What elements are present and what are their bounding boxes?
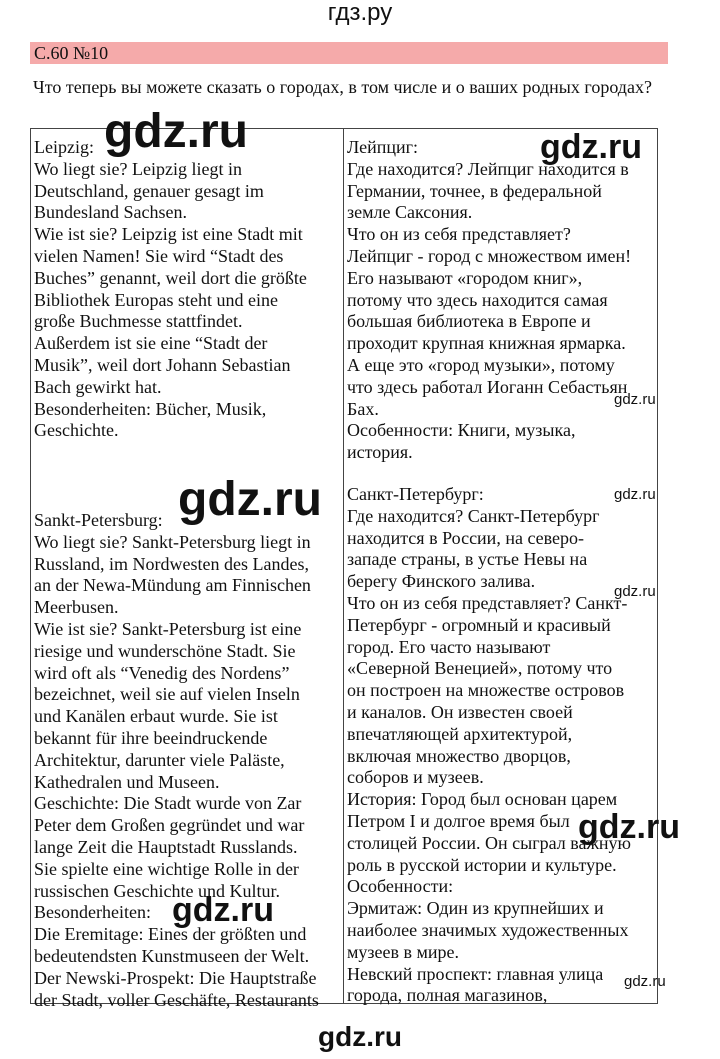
answer-table bbox=[30, 128, 658, 1010]
watermark: gdz.ru bbox=[614, 583, 656, 600]
exercise-reference: С.60 №10 bbox=[34, 43, 109, 63]
leipzig-german-text: Leipzig: Wo liegt sie? Leipzig liegt in Deutschland, genauer gesagt im Bundesland Sachsen. Wie ist sie? Leipzig ist eine Stadt mit vielen Namen! Sie wird “Stadt des Buches” genannt, weil dort die größte Bibliothek Europas steht und eine große Buchmesse stattfindet. Außerdem ist sie eine “Stadt der Musik”, weil dort Johann Sebastian Bach gewirkt hat. Besonderheiten: Bücher, Musik, Geschichte. bbox=[34, 137, 307, 441]
watermark: gdz.ru bbox=[104, 105, 248, 158]
watermark: gdz.ru bbox=[172, 891, 274, 929]
watermark: gdz.ru bbox=[178, 473, 322, 526]
exercise-banner bbox=[30, 42, 668, 64]
watermark: gdz.ru bbox=[614, 391, 656, 408]
column-divider bbox=[343, 129, 344, 1003]
site-title: гдз.ру bbox=[327, 0, 393, 26]
watermark: gdz.ru bbox=[578, 808, 680, 846]
leipzig-russian-text: Лейпциг: Где находится? Лейпциг находится в Германии, точнее, в федеральной земле Саксония. Что он из себя представляет? Лейпциг - город с множеством имен! Его называют «городом книг», потому что здесь находится самая большая библиотека в Европе и проходит крупная книжная ярмарка. А еще это «город музыки», потому что здесь работал Иоганн Себастьян Бах. Особенности: Книги, музыка, история. bbox=[347, 137, 632, 463]
footer-site: gdz.ru bbox=[318, 1021, 402, 1052]
spb-russian-text: Санкт-Петербург: Где находится? Санкт-Петербург находится в России, на северо- западе страны, в устье Невы на берегу Финского залива. Что он из себя представляет? Санкт- Петербург - огромный и красивый город. Его часто называют «Северной Венецией», потому что он построен на множестве островов и каналов. Он известен своей впечатляющей архитектурой, включая множество дворцов, соборов и музеев. История: Город был основан царем Петром I и долгое время был столицей России. Он сыграл важную роль в русской истории и культуре. Особенности: Эрмитаж: Один из крупнейших и наиболее значимых художественных музеев в мире. Невский проспект: главная улица города, полная магазинов, bbox=[347, 484, 632, 1006]
watermark: gdz.ru bbox=[624, 973, 666, 990]
spb-german-text: Sankt-Petersburg: Wo liegt sie? Sankt-Petersburg liegt in Russland, im Nordwesten des Landes, an der Newa-Mündung am Finnischen Meerbusen. Wie ist sie? Sankt-Petersburg ist eine riesige und wunderschöne Stadt. Sie wird oft als “Venedig des Nordens” bezeichnet, weil sie auf vielen Inseln und Kanälen erbaut wurde. Sie ist bekannt für ihre beeindruckende Architektur, darunter viele Paläste, Kathedralen und Museen. Geschichte: Die Stadt wurde von Zar Peter dem Großen gegründet und war lange Zeit die Hauptstadt Russlands. Sie spielte eine wichtige Rolle in der russischen Geschichte und Kultur. Besonderheiten: Die Eremitage: Eines der größten und bedeutendsten Kunstmuseen der Welt. Der Newski-Prospekt: Die Hauptstraße der Stadt, voller Geschäfte, Restaurants bbox=[34, 510, 319, 1010]
watermark: gdz.ru bbox=[540, 128, 642, 166]
question-text: Что теперь вы можете сказать о городах, в том числе и о ваших родных городах? bbox=[33, 77, 652, 97]
watermark: gdz.ru bbox=[614, 486, 656, 503]
